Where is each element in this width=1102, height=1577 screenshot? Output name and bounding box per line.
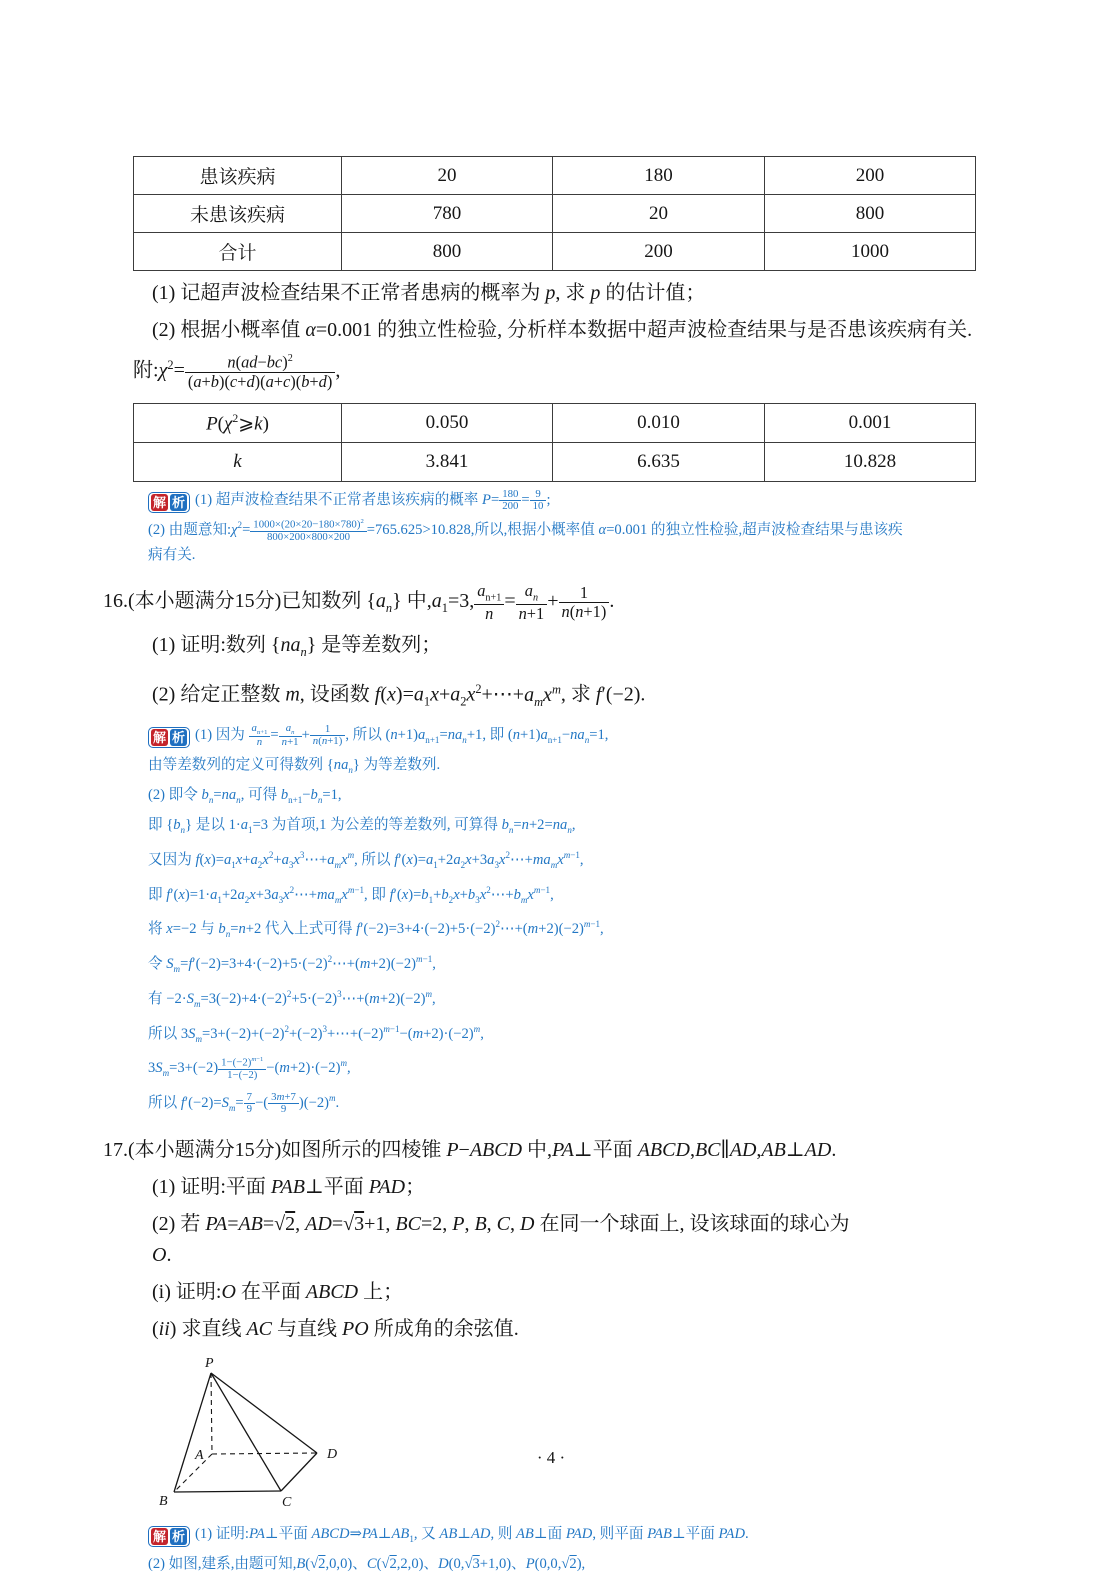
xi-label: 析 bbox=[172, 495, 186, 511]
solution-line: 即 $\{b_n\}$ 是以 $1\cdot a_1=3$ 为首项,1 为公差的等差数列, 可算得 $b_n=n+2=na_n$, bbox=[148, 816, 576, 835]
table-row bbox=[134, 195, 976, 233]
solution-text: (1) 证明:PA⊥平面 $ABCD\Rightarrow PA\perp AB_1$, 又 AB⊥AD, 则 AB⊥面 PAD, 则平面 PAB⊥平面 PAD. bbox=[195, 1526, 749, 1544]
solution-line: 所以 $f'(-2)=S_m=$ $\frac{7}{9}$ −( $\frac{3m+7}{9}$ )$(-2)^m$. bbox=[148, 1090, 340, 1116]
table-row bbox=[134, 157, 976, 195]
solution-17 bbox=[148, 1522, 1023, 1577]
question-15-part-2: (2) 根据小概率值 α=0.001 的独立性检验, 分析样本数据中超声波检查结果与是否患该疾病有关. bbox=[152, 319, 973, 341]
question-15-part-1: (1) 记超声波检查结果不正常者患病的概率为 p, 求 p 的估计值； bbox=[152, 282, 706, 304]
table-cell: 10.828 bbox=[765, 443, 976, 482]
table-cell: 20 bbox=[342, 157, 553, 195]
solution-line: 令 $S_m=f'(-2)=3+4\cdot(-2)+5\cdot(-2)^2\cdots+(m+2)(-2)^{m-1}$, bbox=[148, 954, 436, 974]
question-17-part-i: (i) 证明:O 在平面 ABCD 上； bbox=[152, 1281, 404, 1303]
solution-line: (2) 即令 $b_n=na_n$, 可得 $b_{n+1}-b_n=1$, bbox=[148, 787, 342, 805]
solution-line: (2) 由题意知$:\chi^2=$ $\frac{1000\times(20\times 20-180\times 780)^2}{800\times 200\times 800\times 200}$ =765.625>10.828,所以,根据小概率值 α=0.001 的独立性检验,超声波检查结果与患该疾 bbox=[148, 518, 903, 544]
question-17-stem: 17.(本小题满分15分)如图所示的四棱锥 P−ABCD 中,PA⊥平面 ABCD,BC∥AD,AB⊥AD. bbox=[103, 1139, 837, 1161]
vertex-label-B: B bbox=[159, 1494, 168, 1509]
table-row bbox=[134, 443, 976, 482]
table-cell: 1000 bbox=[765, 233, 976, 271]
edge-PD bbox=[211, 1373, 317, 1453]
critical-value-table bbox=[133, 403, 976, 482]
table-cell: k bbox=[134, 443, 342, 482]
edge-BC bbox=[174, 1491, 281, 1492]
table-cell: 200 bbox=[553, 233, 765, 271]
table-cell: 0.050 bbox=[342, 404, 553, 443]
table-cell: $P(\chi^2⩾k)$ bbox=[134, 404, 342, 443]
vertex-label-D: D bbox=[327, 1447, 338, 1462]
table-cell: 0.001 bbox=[765, 404, 976, 443]
jiexi-badge bbox=[148, 1526, 190, 1547]
table-row bbox=[134, 233, 976, 271]
solution-line: 由等差数列的定义可得数列 $\{na_n\}$ 为等差数列. bbox=[148, 757, 441, 776]
jie-label: 解 bbox=[153, 495, 167, 511]
solution-line: 将 x=−2 与 $b_n=n+2$ 代入上式可得 $f'(-2)=3+4\cdot(-2)+5\cdot(-2)^2\cdots+(m+2)(-2)^{m-1}$, bbox=[148, 919, 604, 940]
table-cell: 200 bbox=[765, 157, 976, 195]
table-cell: 20 bbox=[553, 195, 765, 233]
vertex-label-A: A bbox=[195, 1448, 204, 1463]
xi-label: 析 bbox=[172, 730, 186, 746]
vertex-label-C: C bbox=[282, 1495, 292, 1510]
table-cell: 800 bbox=[342, 233, 553, 271]
question-16-part-1: (1) 证明:数列 $\{na_n\}$ 是等差数列； bbox=[152, 634, 442, 660]
solution-line bbox=[148, 1522, 1023, 1552]
solution-16 bbox=[148, 723, 1023, 1121]
solution-15 bbox=[148, 488, 1023, 568]
solution-line bbox=[148, 488, 1023, 513]
pyramid-diagram bbox=[141, 1354, 411, 1516]
solution-text: (1) 超声波检查结果不正常者患该疾病的概率 P= $\frac{180}{200}$ = $\frac{9}{10}$ ; bbox=[195, 488, 551, 513]
jiexi-badge bbox=[148, 492, 190, 513]
table-cell: 合计 bbox=[134, 233, 342, 271]
table-cell: 6.635 bbox=[553, 443, 765, 482]
page-number: · 4 · bbox=[536, 1448, 566, 1467]
solution-line: 又因为 $f(x)=a_1x+a_2x^2+a_3x^3\cdots+a_mx^m$, 所以 $f'(x)=a_1+2a_2x+3a_3x^2\cdots+ma_mx^{m-1}$, bbox=[148, 849, 584, 870]
solution-text: (1) 因为 $\frac{a_{n+1}}{n}$ = $\frac{a_n}{n+1}$ + $\frac{1}{n(n+1)}$ , 所以 $(n+1)a_{n+1}=na_n+1$, 即 $(n+1)a_{n+1}-na_n=1$, bbox=[195, 722, 609, 749]
table-cell: 180 bbox=[553, 157, 765, 195]
question-16-part-2: (2) 给定正整数 m, 设函数 $f(x)=a_1x+a_2x^2+\cdots+a_mx^m$, 求 f′(−2). bbox=[152, 682, 646, 710]
question-17-part-2: (2) 若 PA=AB=√2, AD=√3+1, BC=2, P, B, C, D 在同一个球面上, 设该球面的球心为 bbox=[152, 1213, 850, 1235]
table-cell: 780 bbox=[342, 195, 553, 233]
contingency-table bbox=[133, 156, 976, 271]
jiexi-badge bbox=[148, 727, 190, 748]
table-row bbox=[134, 404, 976, 443]
pyramid-svg bbox=[141, 1354, 411, 1516]
table-cell: 800 bbox=[765, 195, 976, 233]
solution-line: (2) 如图,建系,由题可知,B(√2,0,0)、C(√2,2,0)、D(0,√3+1,0)、P(0,0,√2), bbox=[148, 1555, 586, 1572]
solution-line: 有 $-2\cdot S_m=3(-2)+4\cdot(-2)^2+5\cdot(-2)^3\cdots+(m+2)(-2)^m$, bbox=[148, 988, 436, 1009]
solution-line bbox=[148, 723, 1023, 753]
question-17-part-1: (1) 证明:平面 PAB⊥平面 PAD； bbox=[152, 1176, 426, 1198]
vertex-label-P: P bbox=[205, 1356, 214, 1371]
page-content bbox=[103, 156, 1023, 1577]
edge-PC bbox=[211, 1373, 281, 1491]
jie-label: 解 bbox=[153, 1529, 167, 1544]
solution-line: $3S_m=3+(-2)$ $\frac{1-(-2)^{m-1}}{1-(-2)}$ $-(m+2)\cdot(-2)^m$, bbox=[148, 1056, 351, 1082]
solution-line: 所以 $3S_m=3+(-2)+(-2)^2+(-2)^3+\cdots+(-2)^{m-1}-(m+2)\cdot(-2)^m$, bbox=[148, 1023, 484, 1044]
table-cell: 0.010 bbox=[553, 404, 765, 443]
table-cell: 未患该疾病 bbox=[134, 195, 342, 233]
xi-label: 析 bbox=[172, 1529, 186, 1544]
solution-line: 即 $f'(x)=1\cdot a_1+2a_2x+3a_3x^2\cdots+ma_mx^{m-1}$, 即 $f'(x)=b_1+b_2x+b_3x^2\cdots+b_mx^{m-1}$, bbox=[148, 884, 554, 905]
solution-line: 病有关. bbox=[148, 547, 196, 564]
jie-label: 解 bbox=[153, 730, 167, 746]
table-cell: 3.841 bbox=[342, 443, 553, 482]
question-17-part-2-cont: O. bbox=[152, 1244, 172, 1266]
chi-square-formula: 附$:\chi^2=$ $\frac{n(ad-bc)^2}{(a+b)(c+d)(a+c)(b+d)}$ , bbox=[133, 352, 341, 391]
edge-PA bbox=[211, 1373, 212, 1454]
table-cell: 患该疾病 bbox=[134, 157, 342, 195]
question-17-part-ii: (ii) 求直线 AC 与直线 PO 所成角的余弦值. bbox=[152, 1318, 519, 1340]
question-16-stem: 16.(本小题满分15分)已知数列 $\{a_n\}$ 中$,a_1=3$, $\frac{a_{n+1}}{n}$ = $\frac{a_n}{n+1}$ + $\frac{1}{n(n+1)}$ . bbox=[103, 581, 615, 624]
